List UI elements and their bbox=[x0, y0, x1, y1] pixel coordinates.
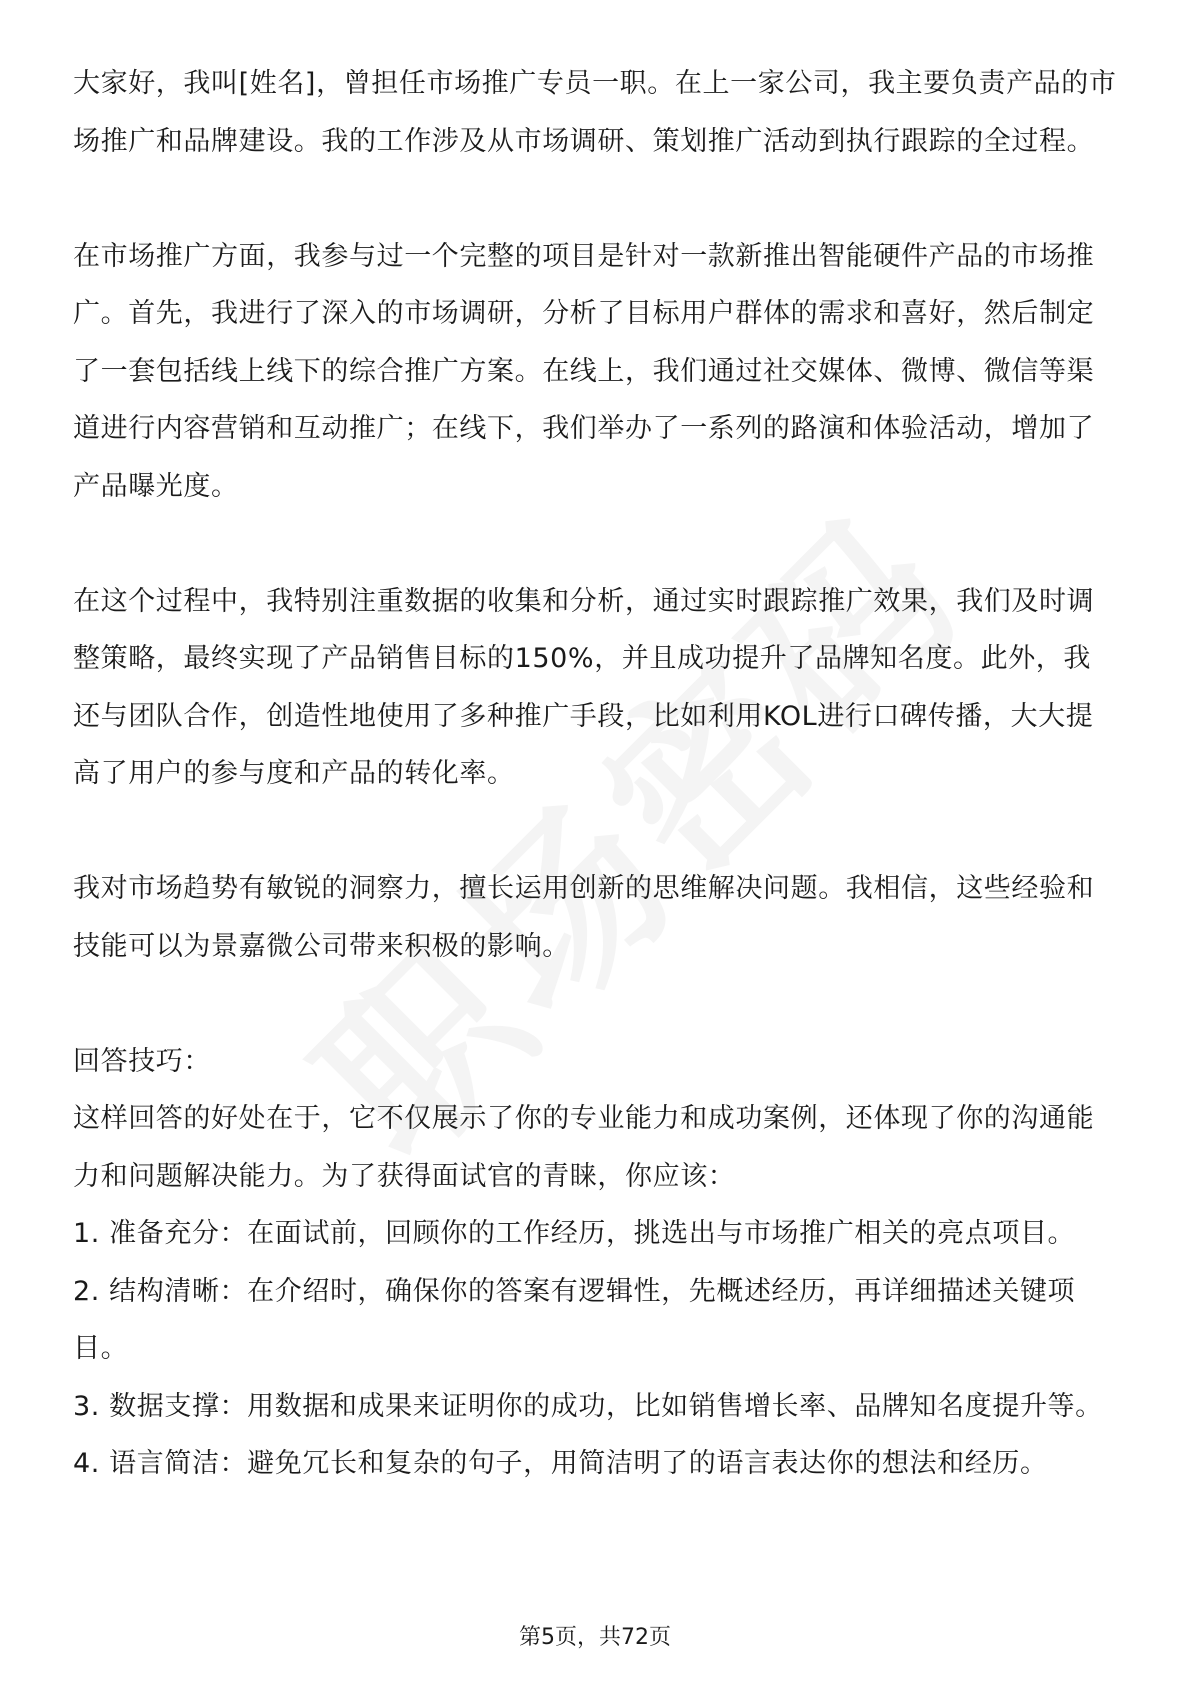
paragraph-spacer bbox=[73, 975, 1118, 1033]
paragraph-closing: 我对市场趋势有敏锐的洞察力，擅长运用创新的思维解决问题。我相信，这些经验和技能可以为景嘉微公司带来积极的影响。 bbox=[73, 873, 1095, 962]
tip-item-1: 1. 准备充分：在面试前，回顾你的工作经历，挑选出与市场推广相关的亮点项目。 bbox=[73, 1218, 1076, 1249]
paragraph-results: 在这个过程中，我特别注重数据的收集和分析，通过实时跟踪推广效果，我们及时调整策略，最终实现了产品销售目标的150%，并且成功提升了品牌知名度。此外，我还与团队合作，创造性地使用了多种推广手段，比如利用KOL进行口碑传播，大大提高了用户的参与度和产品的转化率。 bbox=[73, 585, 1095, 789]
tip-item-4: 4. 语言简洁：避免冗长和复杂的句子，用简洁明了的语言表达你的想法和经历。 bbox=[73, 1448, 1048, 1479]
tip-item-3: 3. 数据支撑：用数据和成果来证明你的成功，比如销售增长率、品牌知名度提升等。 bbox=[73, 1390, 1103, 1422]
paragraph-spacer bbox=[73, 803, 1118, 861]
tips-heading: 回答技巧： bbox=[73, 1045, 211, 1077]
paragraph-spacer bbox=[73, 515, 1118, 573]
paragraph-intro: 大家好，我叫[姓名]，曾担任市场推广专员一职。在上一家公司，我主要负责产品的市场推广和品牌建设。我的工作涉及从市场调研、策划推广活动到执行跟踪的全过程。 bbox=[73, 68, 1117, 157]
paragraph-project: 在市场推广方面，我参与过一个完整的项目是针对一款新推出智能硬件产品的市场推广。首先，我进行了深入的市场调研，分析了目标用户群体的需求和喜好，然后制定了一套包括线上线下的综合推广方案。在线上，我们通过社交媒体、微博、微信等渠道进行内容营销和互动推广；在线下，我们举办了一系列的路演和体验活动，增加了产品曝光度。 bbox=[73, 240, 1095, 502]
tip-item-2: 2. 结构清晰：在介绍时，确保你的答案有逻辑性，先概述经历，再详细描述关键项目。 bbox=[73, 1275, 1076, 1364]
page-number: 第5页，共72页 bbox=[519, 1625, 671, 1650]
paragraph-spacer bbox=[73, 170, 1118, 228]
tips-intro: 这样回答的好处在于，它不仅展示了你的专业能力和成功案例，还体现了你的沟通能力和问题解决能力。为了获得面试官的青睐，你应该： bbox=[73, 1103, 1095, 1192]
document-body bbox=[73, 55, 1118, 1493]
